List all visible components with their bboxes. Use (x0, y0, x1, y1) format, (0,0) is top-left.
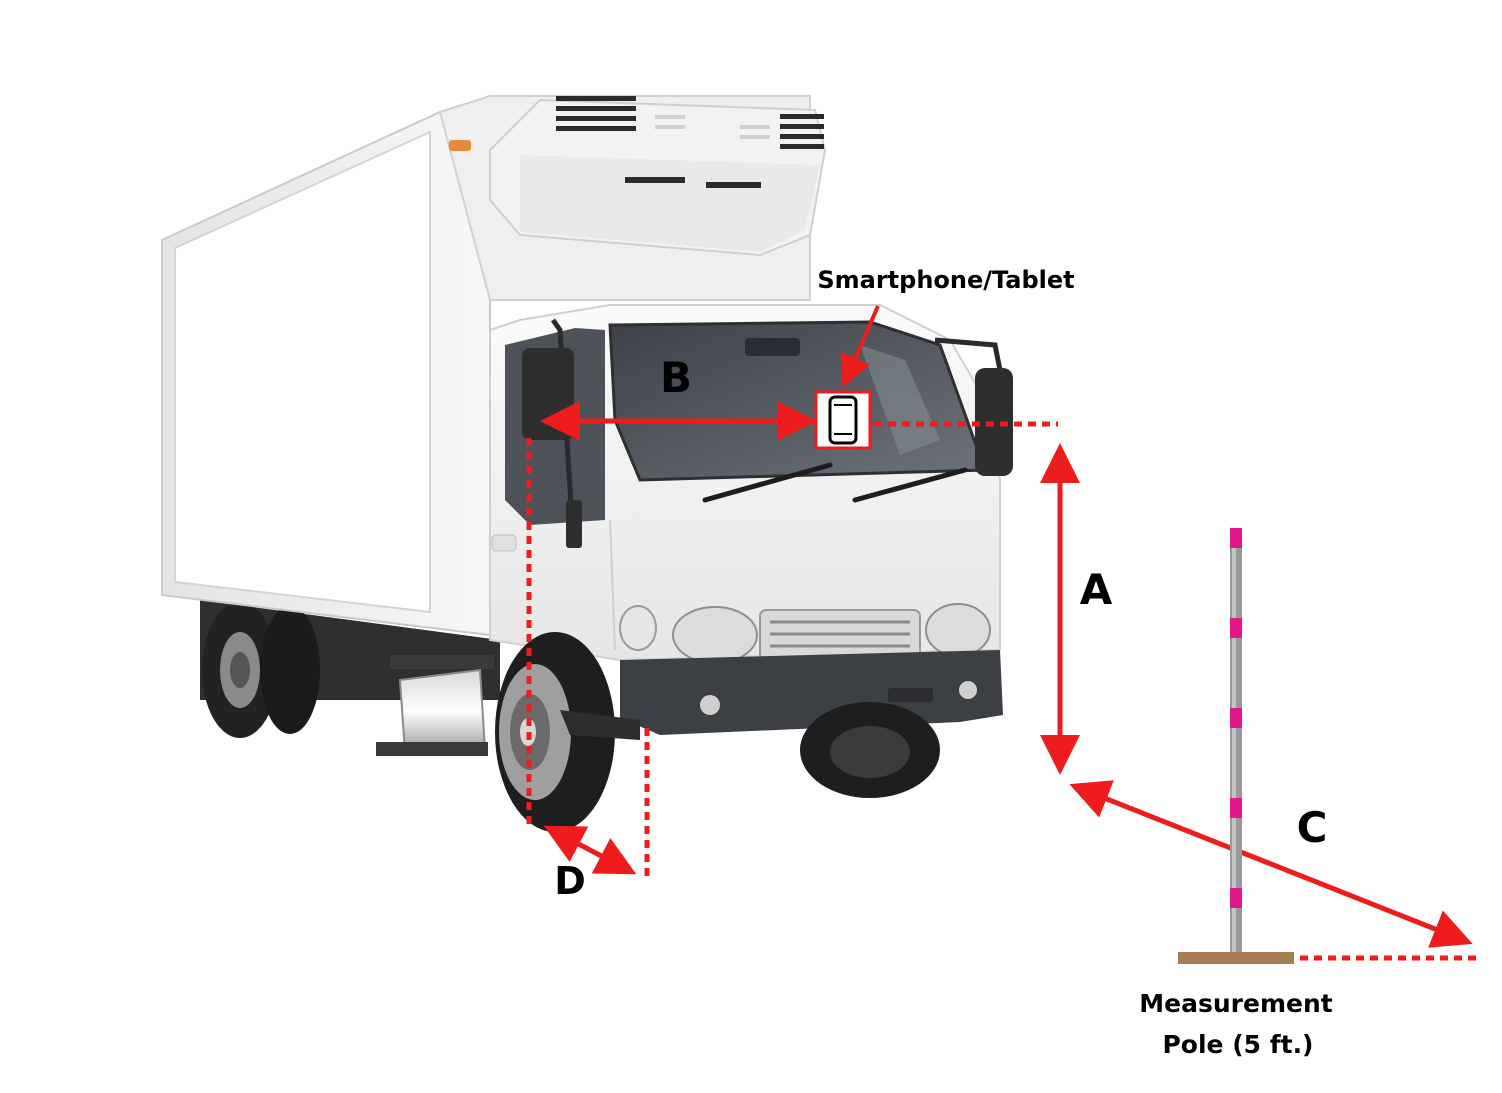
fuel-tank (400, 670, 485, 752)
smartphone-icon (816, 392, 870, 448)
label-b: B (659, 353, 693, 402)
pole-base (1178, 952, 1294, 964)
fog-light-left (700, 695, 720, 715)
headlight-right (926, 604, 990, 656)
front-grille (760, 610, 920, 660)
pole-label-line2: Pole (5 ft.) (1162, 1030, 1314, 1059)
door-handle (492, 535, 516, 551)
label-c: C (1296, 803, 1328, 852)
rear-wheels (202, 602, 320, 738)
marker-light (449, 140, 471, 151)
bumper-vent (888, 688, 933, 702)
step-upper (390, 655, 494, 669)
device-label: Smartphone/Tablet (817, 266, 1075, 294)
cargo-box-panel (175, 132, 430, 612)
headlight-left (673, 607, 757, 663)
label-a: A (1079, 565, 1113, 614)
headlight-left-inner (620, 606, 656, 650)
refrigeration-unit (490, 96, 825, 255)
dimension-c-arrow (1074, 786, 1468, 942)
label-d: D (554, 859, 586, 903)
front-bumper (620, 650, 1003, 735)
front-right-wheel (800, 702, 940, 798)
measurement-pole (1178, 528, 1294, 964)
truck-illustration (162, 96, 1013, 832)
step-lower (376, 742, 488, 756)
pole-label-line1: Measurement (1139, 989, 1333, 1018)
rearview-mirror (745, 338, 800, 356)
fog-light-right (959, 681, 977, 699)
